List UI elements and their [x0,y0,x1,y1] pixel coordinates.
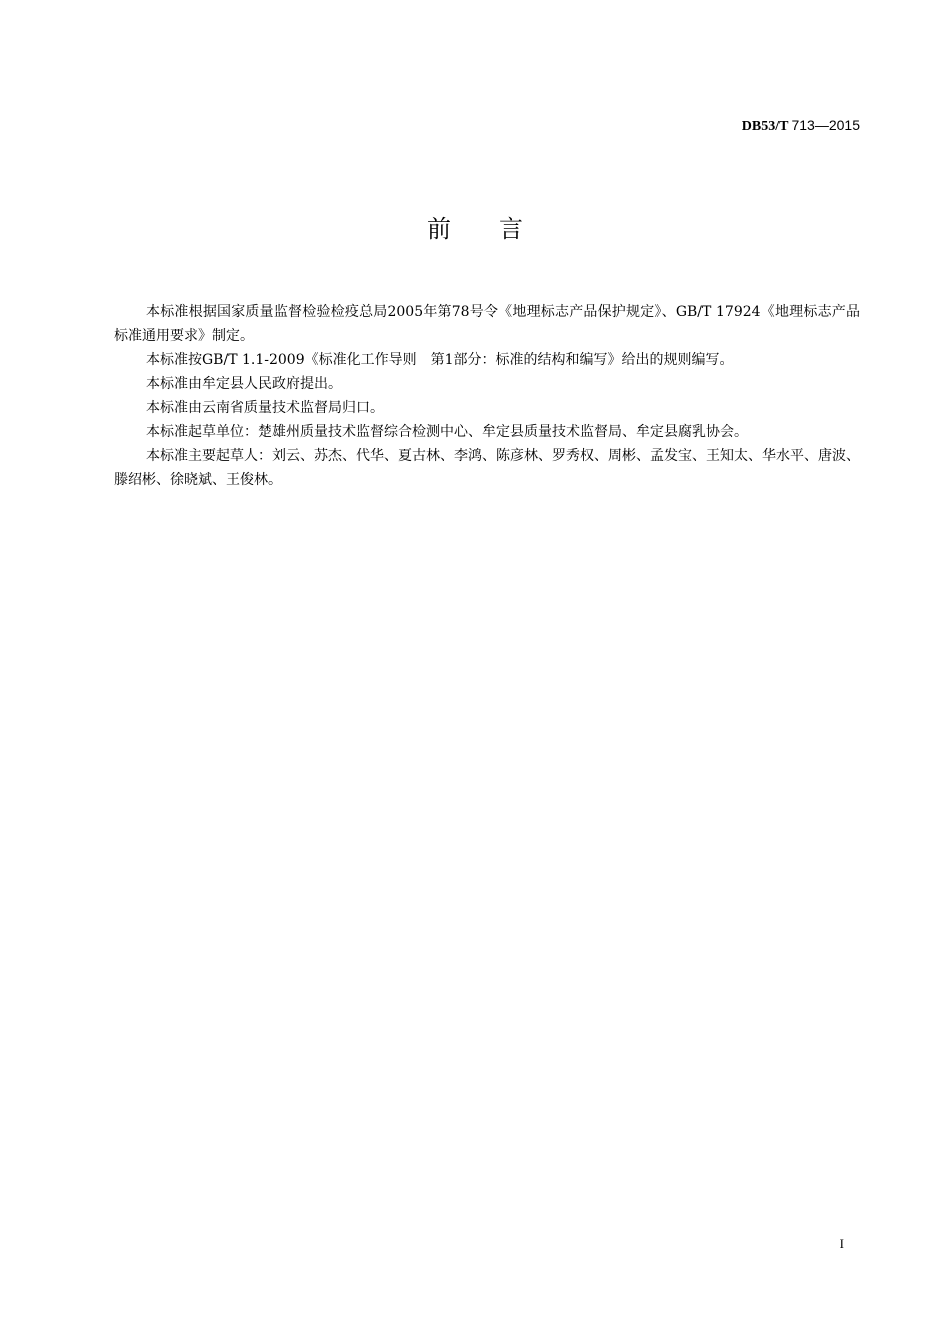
paragraph-proposer: 本标准由牟定县人民政府提出。 [146,376,342,392]
paragraph-drafters: 本标准主要起草人：刘云、苏杰、代华、夏古林、李鸿、陈彦林、罗秀权、周彬、孟发宝、王知太、华水平、唐波、滕绍彬、徐晓斌、王俊林。 [114,448,860,488]
standard-code-number: 713—2015 [791,117,860,133]
page-number: I [839,1236,844,1251]
paragraph-drafting-units: 本标准起草单位：楚雄州质量技术监督综合检测中心、牟定县质量技术监督局、牟定县腐乳协会。 [146,424,748,440]
paragraph-basis: 本标准根据国家质量监督检验检疫总局2005年第78号令《地理标志产品保护规定》、GB/T 17924《地理标志产品标准通用要求》制定。 [114,304,860,344]
standard-code-prefix: DB53/T [741,119,789,134]
paragraph-drafting-rules: 本标准按GB/T 1.1-2009《标准化工作导则 第1部分：标准的结构和编写》给出的规则编写。 [146,352,734,368]
foreword-body [114,300,860,492]
standard-code [742,116,860,136]
page-title: 前言 [427,215,571,243]
paragraph-administrator: 本标准由云南省质量技术监督局归口。 [146,400,384,416]
